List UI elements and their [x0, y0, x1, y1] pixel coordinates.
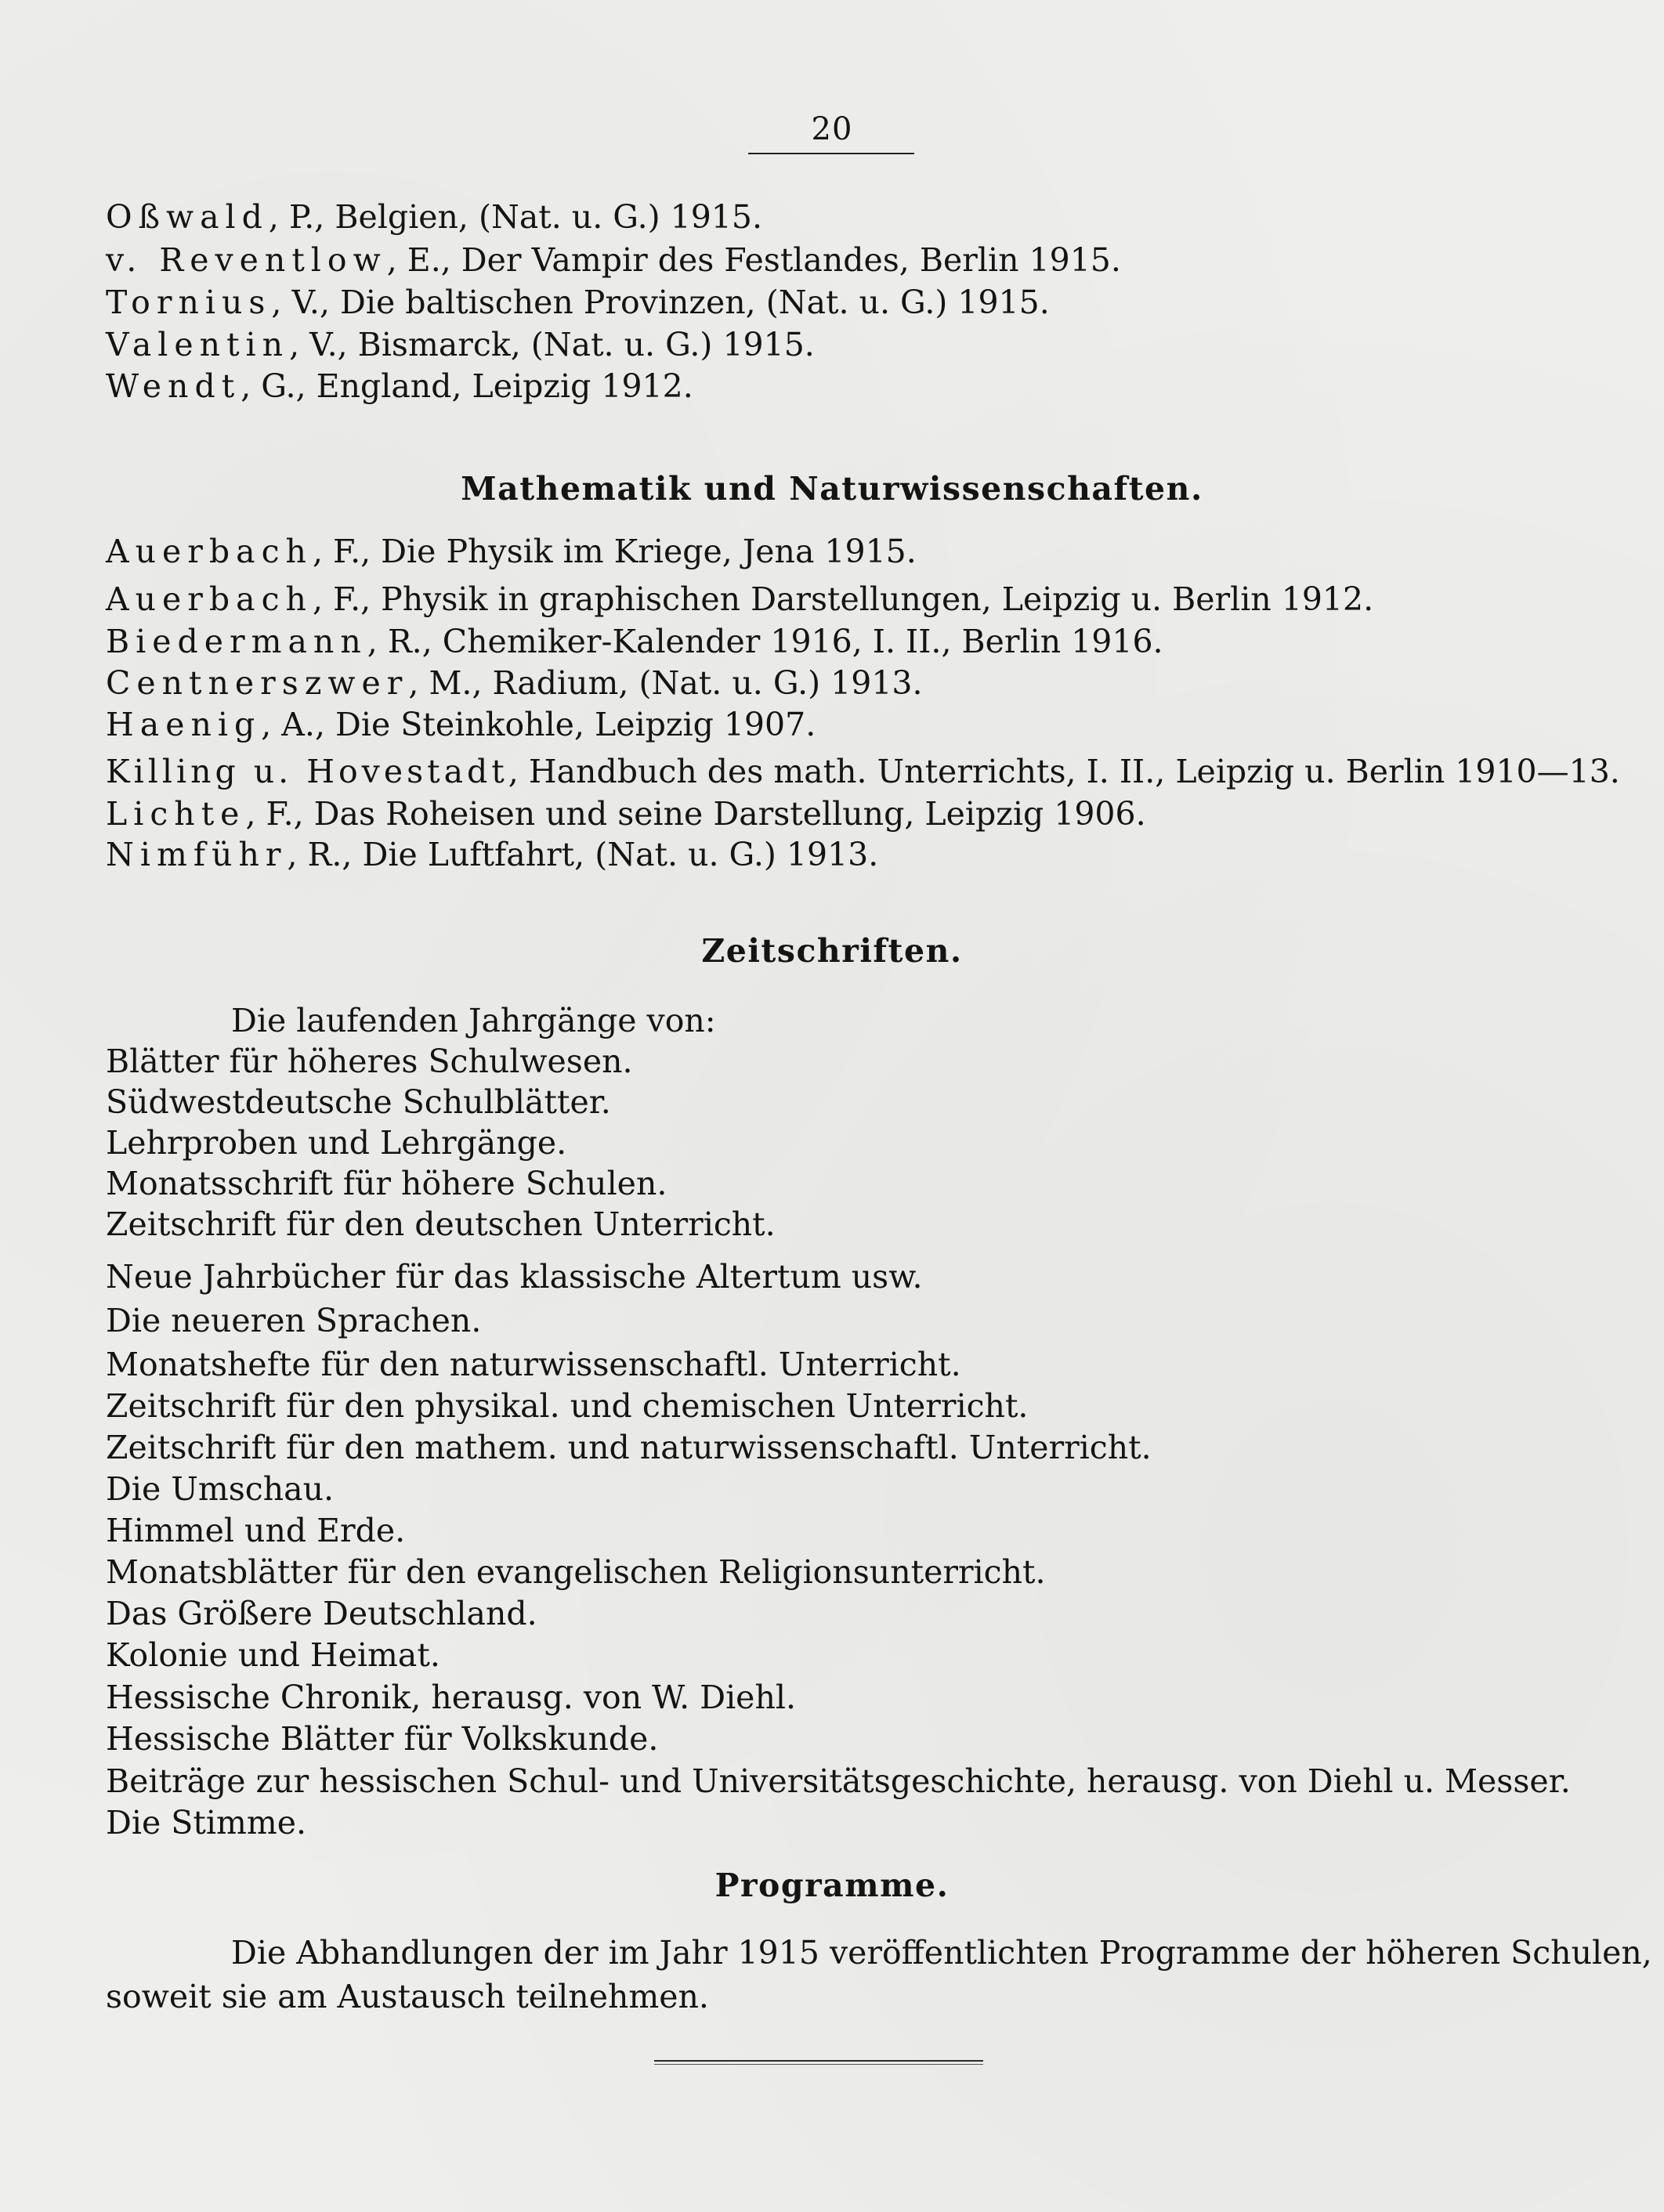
- entry-author: v. Reventlow: [106, 241, 387, 279]
- bib-entry: [106, 578, 1373, 620]
- entry-details: , R., Die Luftfahrt, (Nat. u. G.) 1913.: [287, 836, 879, 873]
- journal-item: Das Größere Deutschland.: [106, 1595, 537, 1632]
- entry-author: Biedermann: [106, 623, 367, 660]
- journal-item: Die Stimme.: [106, 1804, 307, 1842]
- entry-author: Tornius: [106, 284, 272, 321]
- entry-details: , F., Physik in graphischen Darstellungen, Leipzig u. Berlin 1912.: [312, 580, 1374, 618]
- bib-entry: [106, 703, 816, 746]
- entry-details: , R., Chemiker-Kalender 1916, I. II., Berlin 1916.: [367, 623, 1163, 660]
- entry-details: , F., Das Roheisen und seine Darstellung, Leipzig 1906.: [245, 795, 1146, 833]
- bib-entry: [106, 750, 1620, 793]
- journal-item: Die neueren Sprachen.: [106, 1302, 482, 1339]
- footer-rule-secondary: [654, 2064, 983, 2065]
- journal-item: Lehrproben und Lehrgänge.: [106, 1124, 567, 1162]
- entry-details: , M., Radium, (Nat. u. G.) 1913.: [408, 664, 923, 702]
- journal-item: Zeitschrift für den deutschen Unterricht.: [106, 1205, 776, 1243]
- journal-item: Südwestdeutsche Schulblätter.: [106, 1083, 611, 1121]
- entry-author: Lichte: [106, 795, 246, 833]
- bib-entry: [106, 323, 815, 366]
- footer-rule: [654, 2060, 983, 2062]
- entry-details: , G., England, Leipzig 1912.: [241, 367, 693, 405]
- entry-author: Auerbach: [106, 533, 313, 570]
- page-number: 20: [811, 111, 853, 147]
- bib-entry: [106, 530, 917, 573]
- entry-author: Killing u. Hovestadt: [106, 753, 508, 790]
- entry-author: Valentin: [106, 326, 290, 363]
- bib-entry: [106, 793, 1146, 835]
- section-heading-programs: Programme.: [714, 1867, 950, 1904]
- entry-details: , A., Die Steinkohle, Leipzig 1907.: [261, 706, 816, 743]
- journal-item: Himmel und Erde.: [106, 1512, 406, 1549]
- programs-paragraph-line: Die Abhandlungen der im Jahr 1915 veröffentlichten Programme der höheren Schulen,: [231, 1934, 1652, 1972]
- entry-details: , Handbuch des math. Unterrichts, I. II., Leipzig u. Berlin 1910—13.: [508, 753, 1620, 790]
- bib-entry: [106, 620, 1163, 663]
- journal-item: Kolonie und Heimat.: [106, 1636, 440, 1674]
- programs-paragraph-line: soweit sie am Austausch teilnehmen.: [106, 1978, 709, 2015]
- journal-item: Blätter für höheres Schulwesen.: [106, 1043, 633, 1080]
- entry-details: , F., Die Physik im Kriege, Jena 1915.: [312, 533, 917, 570]
- entry-details: , P., Belgien, (Nat. u. G.) 1915.: [268, 198, 763, 236]
- journal-item: Monatsblätter für den evangelischen Religionsunterricht.: [106, 1553, 1046, 1591]
- journal-item: Hessische Chronik, herausg. von W. Diehl.: [106, 1679, 796, 1716]
- entry-author: Haenig: [106, 706, 262, 743]
- journal-item: Neue Jahrbücher für das klassische Altertum usw.: [106, 1258, 923, 1296]
- header-rule: [748, 153, 914, 154]
- bib-entry: [106, 239, 1121, 281]
- entry-details: , V., Bismarck, (Nat. u. G.) 1915.: [289, 326, 815, 363]
- section-heading-mathematics: Mathematik und Naturwissenschaften.: [461, 470, 1203, 508]
- entry-author: Wendt: [106, 367, 241, 405]
- bib-entry: [106, 662, 923, 704]
- bib-entry: [106, 196, 762, 238]
- journal-item: Zeitschrift für den physikal. und chemischen Unterricht.: [106, 1387, 1029, 1425]
- journal-item: Hessische Blätter für Volkskunde.: [106, 1720, 659, 1758]
- section-heading-journals: Zeitschriften.: [701, 932, 963, 970]
- entry-details: , E., Der Vampir des Festlandes, Berlin 1915.: [386, 241, 1121, 279]
- bib-entry: [106, 365, 693, 407]
- entry-details: , V., Die baltischen Provinzen, (Nat. u. G.) 1915.: [271, 284, 1050, 321]
- entry-author: Nimführ: [106, 836, 288, 873]
- bib-entry: [106, 281, 1050, 323]
- journal-item: Monatsschrift für höhere Schulen.: [106, 1165, 667, 1202]
- journal-item: Monatshefte für den naturwissenschaftl. Unterricht.: [106, 1346, 961, 1383]
- entry-author: Auerbach: [106, 580, 313, 618]
- journal-item: Beiträge zur hessischen Schul- und Universitätsgeschichte, herausg. von Diehl u. Messer.: [106, 1762, 1571, 1800]
- journal-item: Die Umschau.: [106, 1470, 335, 1508]
- entry-author: Oßwald: [106, 198, 269, 236]
- entry-author: Centnerszwer: [106, 664, 409, 702]
- bib-entry: [106, 833, 878, 876]
- journals-intro: Die laufenden Jahrgänge von:: [231, 1002, 716, 1039]
- journal-item: Zeitschrift für den mathem. und naturwissenschaftl. Unterricht.: [106, 1429, 1152, 1466]
